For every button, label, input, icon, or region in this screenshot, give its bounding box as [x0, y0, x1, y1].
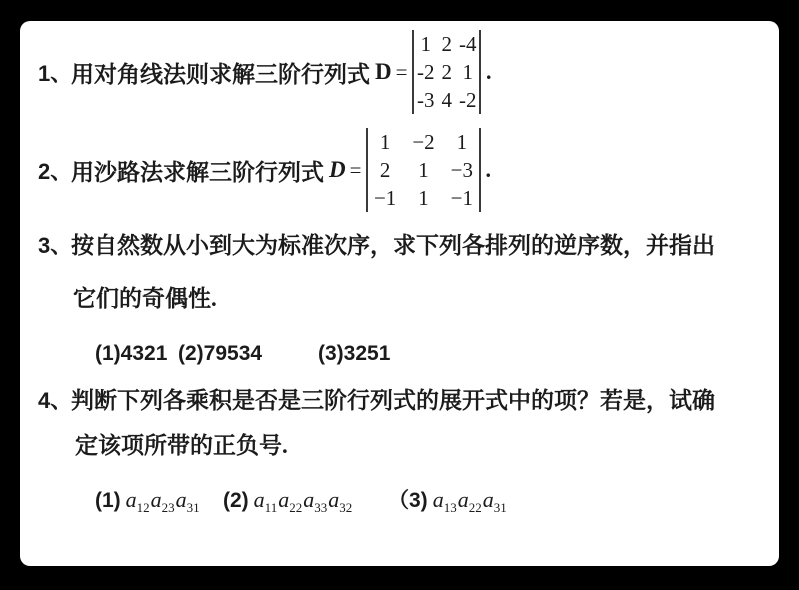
- problem-4-line-1: [38, 386, 715, 416]
- problem-1-text: 用对角线法则求解三阶行列式: [71, 61, 370, 87]
- term-subscript: 11: [264, 500, 278, 515]
- term-subscript: 13: [443, 500, 457, 515]
- matrix-cell: −3: [450, 158, 473, 182]
- problem-2-text: 用沙路法求解三阶行列式: [71, 159, 324, 185]
- term-subscript: 23: [161, 500, 175, 515]
- problem-3-line-1: [38, 231, 715, 261]
- matrix-cell: −2: [412, 130, 435, 154]
- determinant-1: [412, 30, 481, 114]
- problem-3-item-1: (1)4321: [95, 342, 168, 365]
- determinant-1-bar-right: [479, 30, 481, 114]
- matrix-cell: 1: [456, 130, 468, 154]
- matrix-cell: 1: [418, 158, 429, 182]
- problem-4-item-1: [95, 485, 201, 518]
- term-variable: a: [457, 487, 469, 512]
- matrix-cell: 1: [379, 130, 391, 154]
- item-3-label: （3): [388, 489, 428, 512]
- worksheet-page: [20, 21, 779, 566]
- term-subscript: 32: [339, 500, 353, 515]
- matrix-cell: −1: [373, 186, 397, 210]
- problem-1-number: 1、: [38, 60, 73, 86]
- matrix-cell: 4: [441, 88, 452, 112]
- matrix-cell: 1: [420, 32, 431, 56]
- problem-2-number: 2、: [38, 158, 73, 184]
- problem-4-line-2: 定该项所带的正负号.: [75, 433, 288, 458]
- matrix-cell: -2: [458, 88, 477, 112]
- term-variable: a: [125, 487, 137, 512]
- matrix-cell: -4: [458, 32, 477, 56]
- matrix-cell: 1: [418, 186, 429, 210]
- term-subscript: 31: [493, 500, 507, 515]
- term-variable: a: [150, 487, 162, 512]
- term-variable: a: [482, 487, 494, 512]
- term-variable: a: [175, 487, 187, 512]
- matrix-cell: 2: [379, 158, 391, 182]
- matrix-cell: -2: [416, 60, 435, 84]
- determinant-1-symbol: D: [375, 59, 392, 84]
- determinant-2-bar-right: [479, 128, 481, 212]
- problem-3-line-2: 它们的奇偶性.: [73, 286, 217, 311]
- problem-4-item-3: [388, 485, 508, 518]
- problem-3-text: 按自然数从小到大为标准次序，求下列各排列的逆序数，并指出: [71, 233, 715, 258]
- term-variable: a: [432, 487, 444, 512]
- problem-2-row: [38, 128, 491, 212]
- term-subscript: 22: [468, 500, 482, 515]
- determinant-1-matrix: [414, 30, 480, 114]
- problem-2-period: .: [485, 157, 491, 182]
- term-subscript: 31: [186, 500, 200, 515]
- term-variable: a: [303, 487, 315, 512]
- determinant-2: [366, 128, 480, 212]
- determinant-2-matrix: [368, 128, 479, 212]
- item-1-label: (1): [95, 489, 121, 512]
- equals-sign-1: =: [395, 59, 408, 84]
- determinant-2-symbol: D: [329, 157, 346, 182]
- matrix-cell: 1: [462, 60, 473, 84]
- problem-3-item-2: (2)79534: [178, 342, 263, 365]
- problem-4-item-2: [223, 485, 353, 518]
- item-2-label: (2): [223, 489, 249, 512]
- matrix-cell: 2: [441, 60, 452, 84]
- term-subscript: 33: [314, 500, 328, 515]
- problem-1-period: .: [485, 59, 492, 84]
- matrix-cell: -3: [416, 88, 435, 112]
- matrix-cell: 2: [441, 32, 452, 56]
- matrix-cell: −1: [450, 186, 473, 210]
- term-variable: a: [278, 487, 290, 512]
- term-subscript: 22: [289, 500, 303, 515]
- equals-sign-2: =: [349, 157, 362, 182]
- problem-4-number: 4、: [38, 388, 73, 413]
- term-subscript: 12: [136, 500, 150, 515]
- problem-3-number: 3、: [38, 233, 73, 258]
- problem-4-text: 判断下列各乘积是否是三阶行列式的展开式中的项？若是，试确: [71, 388, 715, 413]
- term-variable: a: [328, 487, 340, 512]
- problem-3-item-3: (3)3251: [318, 342, 391, 365]
- problem-1-row: [38, 30, 491, 114]
- term-variable: a: [253, 487, 265, 512]
